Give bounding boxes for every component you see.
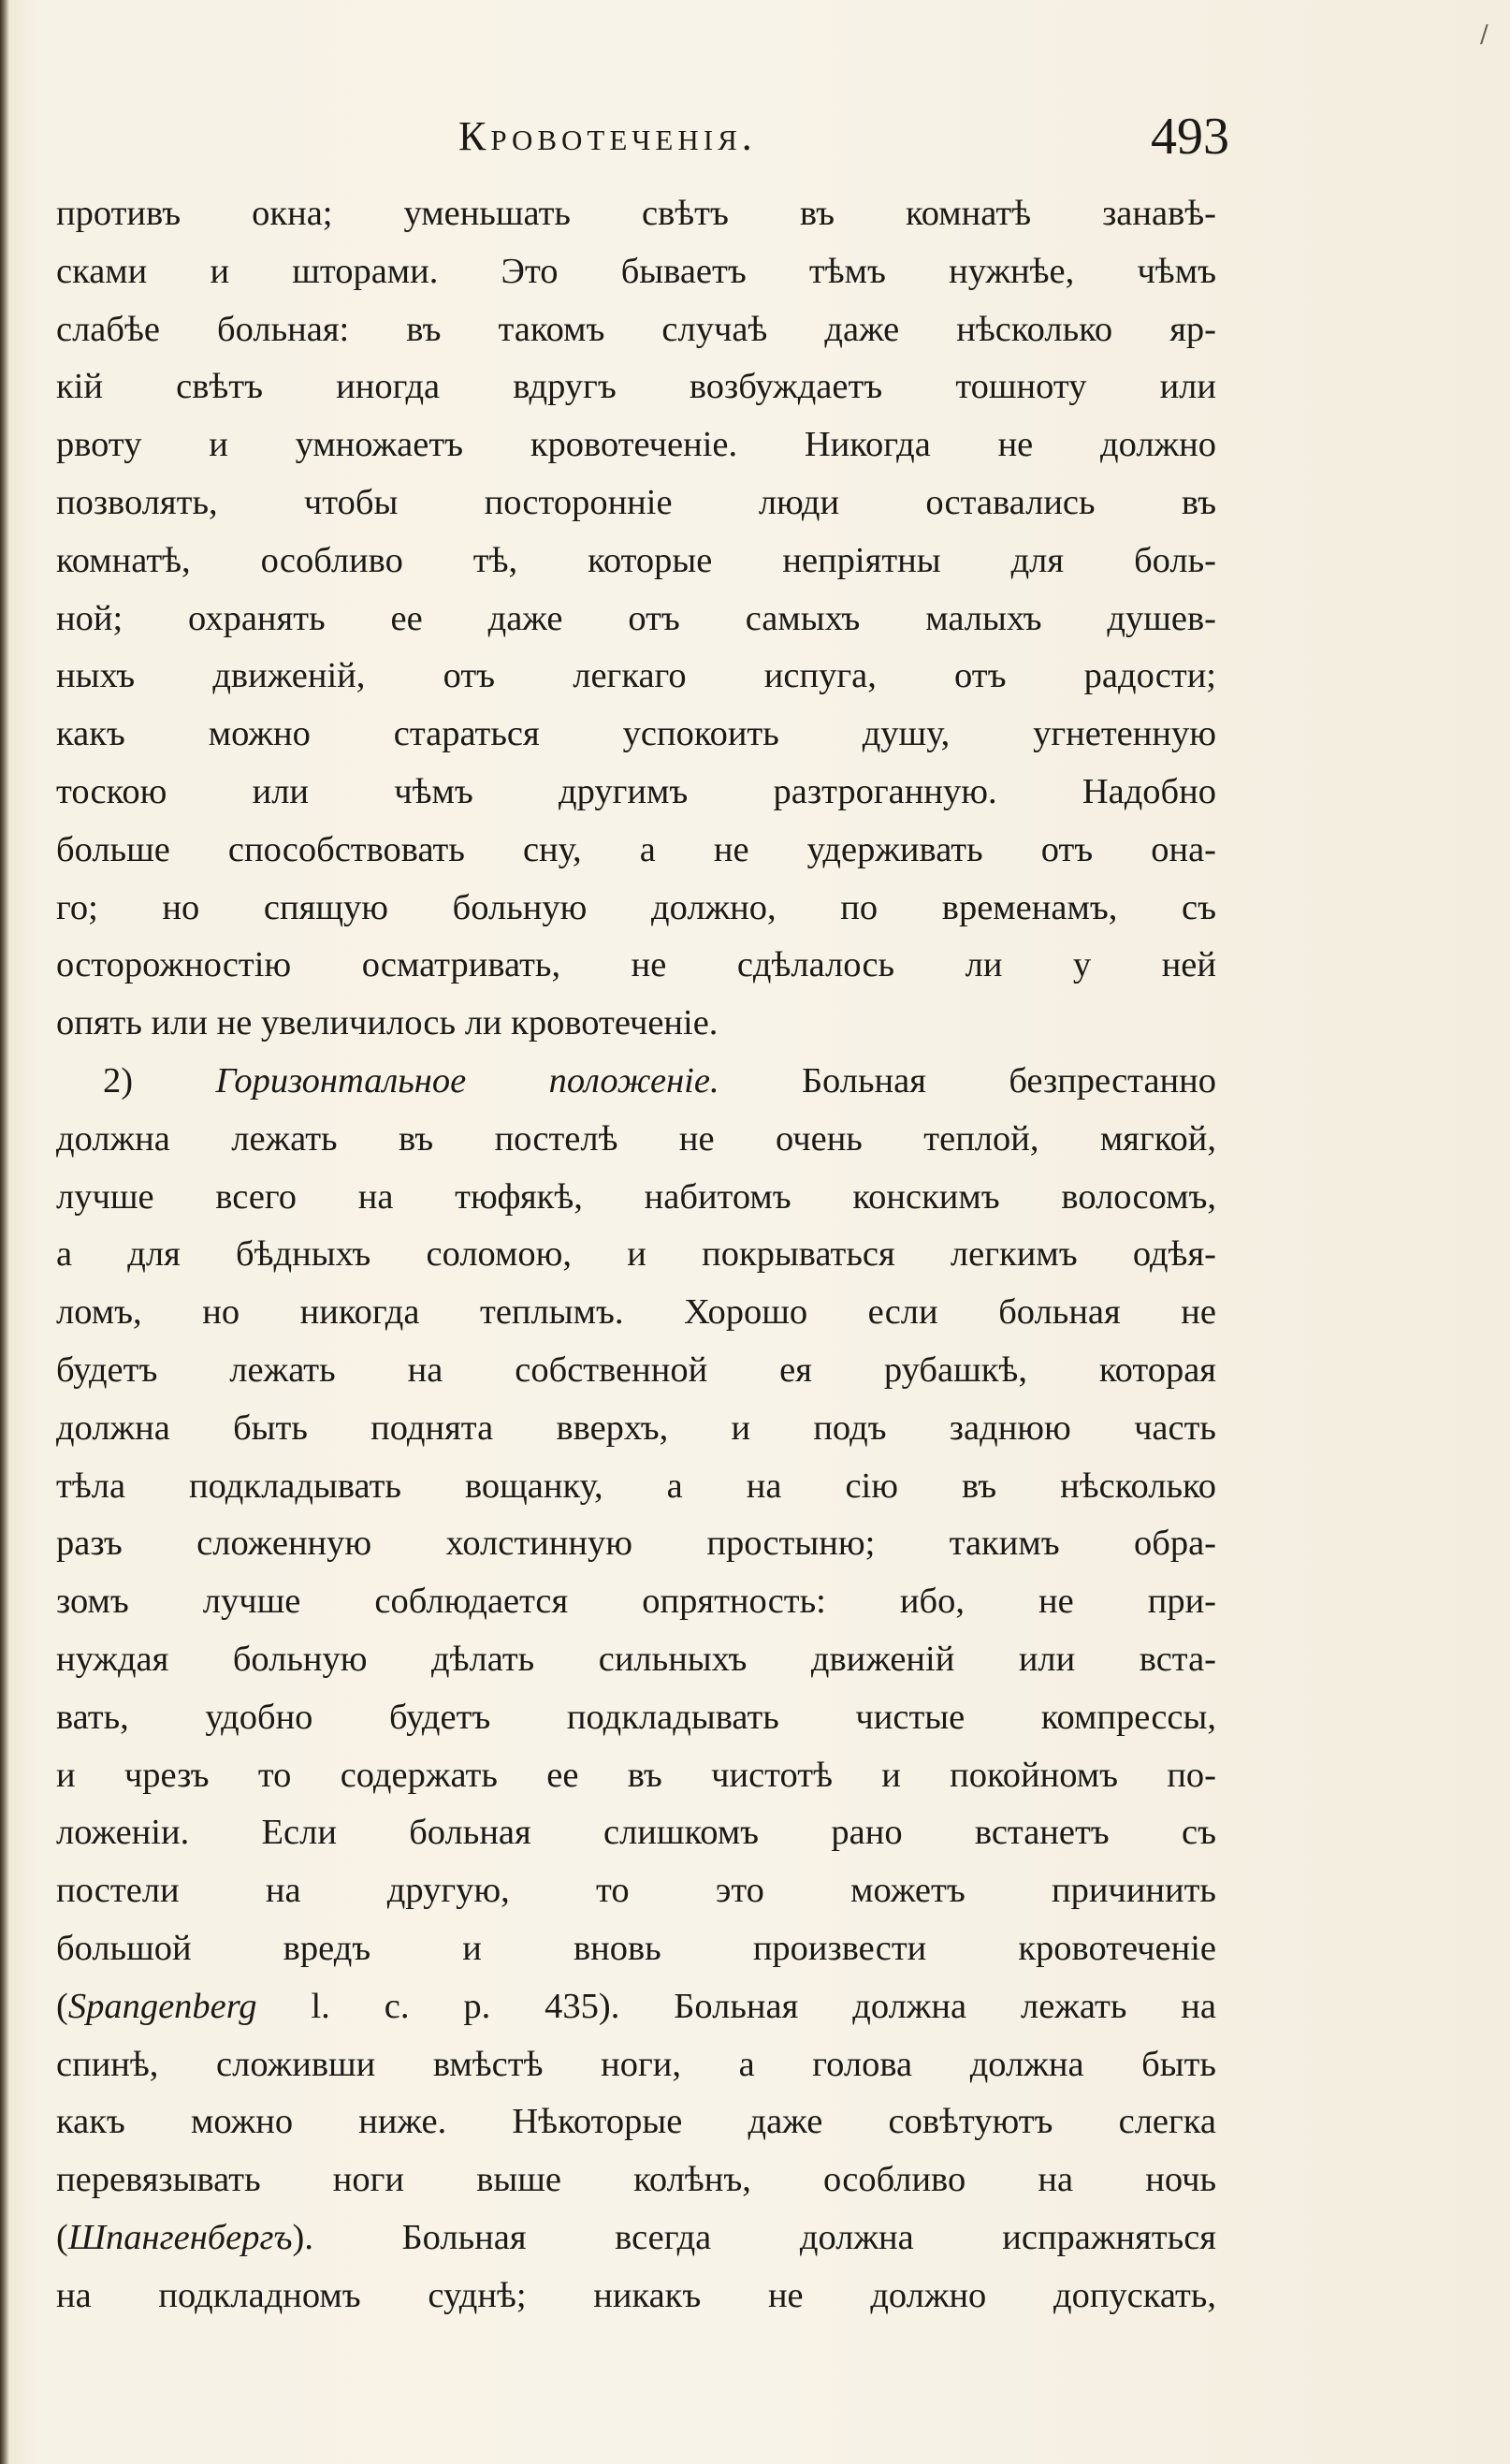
text-line: ложеніи. Если больная слишкомъ рано встанетъ съ — [56, 1813, 1216, 1853]
text-line: спинѣ, сложивши вмѣстѣ ноги, а голова должна быть — [56, 2044, 1216, 2084]
text-line: какъ можно стараться успокоить душу, угнетенную — [56, 714, 1216, 754]
text-line: будетъ лежать на собственной ея рубашкѣ, которая — [56, 1349, 1216, 1390]
text-line: постели на другую, то это можетъ причинить — [56, 1871, 1216, 1911]
text-line: тѣла подкладывать вощанку, а на сію въ нѣсколько — [56, 1465, 1216, 1506]
text-line: кій свѣтъ иногда вдругъ возбуждаетъ тошноту или — [56, 367, 1216, 407]
reference-text: ). Больная всегда должна испражняться — [292, 2217, 1216, 2257]
text-line: нуждая больную дѣлать сильныхъ движеній или вста- — [56, 1639, 1216, 1679]
corner-mark: / — [1480, 21, 1488, 49]
page-number: 493 — [1151, 108, 1229, 166]
text-line: сками и шторами. Это бываетъ тѣмъ нужнѣе, чѣмъ — [56, 251, 1216, 291]
numbered-item-line — [56, 1053, 1216, 1111]
text-line: тоскою или чѣмъ другимъ разтроганную. Надобно — [56, 771, 1216, 811]
text-line: и чрезъ то содержать ее въ чистотѣ и покойномъ по- — [56, 1755, 1216, 1795]
text-line: лучше всего на тюфякѣ, набитомъ конскимъ волосомъ, — [56, 1176, 1216, 1217]
text-line: опять или не увеличилось ли кровотеченіе. — [56, 1003, 719, 1043]
text-line: на подкладномъ суднѣ; никакъ не должно допускать, — [56, 2275, 1216, 2315]
text-line: какъ можно ниже. Нѣкоторые даже совѣтуютъ слегка — [56, 2102, 1216, 2142]
item-text: Больная безпрестанно — [719, 1060, 1216, 1101]
text-line: слабѣе больная: въ такомъ случаѣ даже нѣсколько яр- — [56, 309, 1216, 349]
text-line: позволять, чтобы посторонніе люди оставались въ — [56, 482, 1216, 522]
text-line: противъ окна; уменьшать свѣтъ въ комнатѣ занавѣ- — [56, 194, 1216, 233]
reference-text: l. c. p. 435). Больная должна лежать на — [256, 1986, 1216, 2026]
page-header — [56, 108, 1229, 168]
reference-line — [56, 2209, 1216, 2267]
text-line: больше способствовать сну, а не удерживать отъ она- — [56, 829, 1216, 869]
text-line: ной; охранять ее даже отъ самыхъ малыхъ душев- — [56, 598, 1216, 638]
text-line: осторожностію осматривать, не сдѣлалось ли у ней — [56, 945, 1216, 985]
binding-edge — [0, 0, 9, 2464]
running-head: Кровотеченія. — [458, 113, 757, 159]
reference-line — [56, 1978, 1216, 2036]
item-title: Горизонтальное положеніе. — [215, 1060, 719, 1101]
text-line: разъ сложенную холстинную простыню; такимъ обра- — [56, 1524, 1216, 1564]
text-line: вать, удобно будетъ подкладывать чистые компрессы, — [56, 1697, 1216, 1737]
text-line: должна быть поднята вверхъ, и подъ заднюю часть — [56, 1407, 1216, 1448]
text-line: должна лежать въ постелѣ не очень теплой, мягкой, — [56, 1118, 1216, 1159]
item-number: 2) — [103, 1060, 216, 1101]
open-paren: ( — [56, 2217, 68, 2257]
text-line: го; но спящую больную должно, по временамъ, съ — [56, 887, 1216, 927]
open-paren: ( — [56, 1986, 68, 2026]
text-line: ныхъ движеній, отъ легкаго испуга, отъ радости; — [56, 656, 1216, 696]
text-line: перевязывать ноги выше колѣнъ, особливо на ночь — [56, 2160, 1216, 2200]
text-line: а для бѣдныхъ соломою, и покрываться легкимъ одѣя- — [56, 1234, 1216, 1275]
reference-author: Spangenberg — [67, 1986, 257, 2026]
text-line: рвоту и умножаетъ кровотеченіе. Никогда не должно — [56, 425, 1216, 465]
text-line: комнатѣ, особливо тѣ, которые непріятны для боль- — [56, 540, 1216, 580]
text-line: зомъ лучше соблюдается опрятность: ибо, не при- — [56, 1582, 1216, 1622]
body-text — [56, 185, 1216, 2325]
reference-author: Шпангенбергъ — [67, 2217, 293, 2257]
text-line: ломъ, но никогда теплымъ. Хорошо если больная не — [56, 1292, 1216, 1333]
text-line: большой вредъ и вновь произвести кровотеченіе — [56, 1928, 1216, 1968]
